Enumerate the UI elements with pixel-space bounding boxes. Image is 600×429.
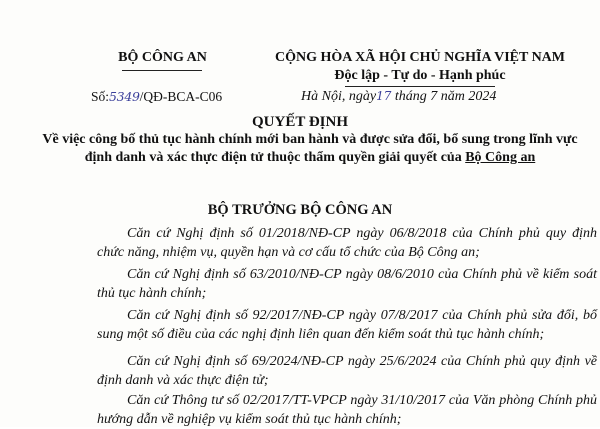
national-title: CỘNG HÒA XÃ HỘI CHỦ NGHĨA VIỆT NAM bbox=[274, 50, 565, 65]
issuing-authority: BỘ TRƯỞNG BỘ CÔNG AN bbox=[207, 202, 393, 218]
date-suffix: tháng 7 năm 2024 bbox=[394, 89, 497, 104]
national-motto: Độc lập - Tự do - Hạnh phúc bbox=[334, 68, 506, 83]
agency-underline bbox=[122, 70, 202, 71]
issuing-agency: BỘ CÔNG AN bbox=[118, 50, 207, 65]
motto-underline bbox=[345, 86, 495, 87]
legal-basis-paragraph: Căn cứ Thông tư số 02/2017/TT-VPCP ngày 31/10/2017 của Văn phòng Chính phủ hướng dẫn về nghiệp vụ kiểm soát thủ tục hành chính; bbox=[97, 393, 597, 427]
subject-text: Về việc công bố thủ tục hành chính mới ban hành và được sửa đổi, bổ sung trong lĩnh vực định danh và xác thực điện tử thuộc thẩm quyền giải quyết của bbox=[42, 132, 578, 165]
doc-no-prefix: Số: bbox=[91, 89, 110, 104]
legal-basis-paragraph: Căn cứ Nghị định số 69/2024/NĐ-CP ngày 25/6/2024 của Chính phủ quy định về định danh và xác thực điện tử; bbox=[97, 354, 597, 388]
subject-organization: Bộ Công an bbox=[465, 150, 536, 165]
date-prefix: Hà Nội, ngày bbox=[301, 89, 377, 104]
date-day-handwritten: 17 bbox=[376, 89, 392, 103]
document-type-title: QUYẾT ĐỊNH bbox=[252, 114, 348, 130]
legal-basis-paragraph: Căn cứ Nghị định số 01/2018/NĐ-CP ngày 06/8/2018 của Chính phủ quy định chức năng, nhiệm vụ, quyền hạn và cơ cấu tổ chức của Bộ Công an; bbox=[97, 226, 597, 260]
doc-no-suffix: /QĐ-BCA-C06 bbox=[139, 89, 223, 104]
doc-no-handwritten: 5349 bbox=[109, 89, 140, 104]
place-and-date bbox=[301, 89, 496, 105]
legal-basis-paragraph: Căn cứ Nghị định số 92/2017/NĐ-CP ngày 07/8/2017 của Chính phủ sửa đổi, bổ sung một số điều của các nghị định liên quan đến kiểm soát thủ tục hành chính; bbox=[97, 308, 597, 342]
document-subject bbox=[40, 131, 580, 167]
document-number bbox=[91, 89, 222, 105]
legal-basis-paragraph: Căn cứ Nghị định số 63/2010/NĐ-CP ngày 08/6/2010 của Chính phủ về kiểm soát thủ tục hành chính; bbox=[97, 267, 597, 301]
